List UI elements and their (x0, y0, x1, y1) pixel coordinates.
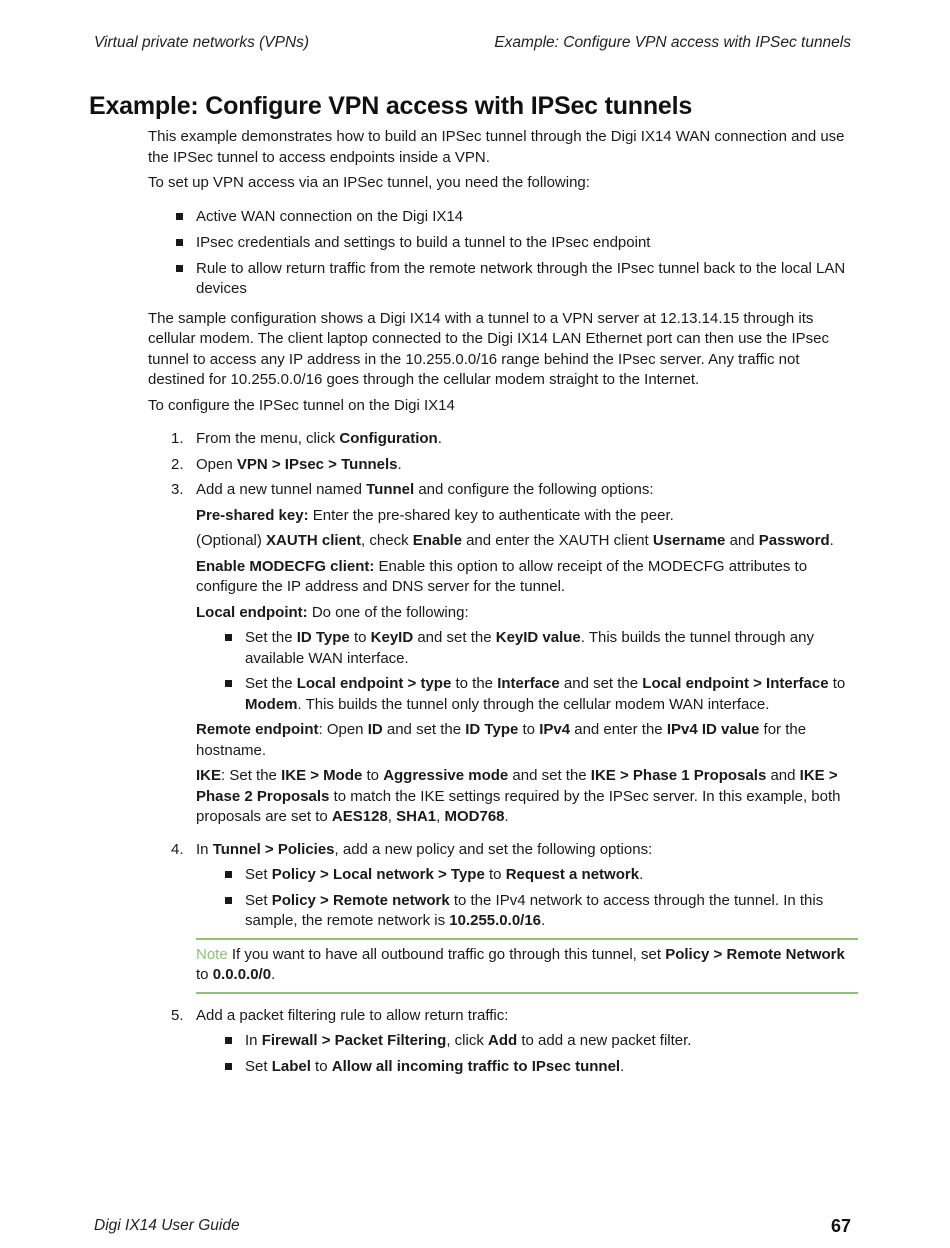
local-endpoint-option: Local endpoint: Do one of the following: (196, 603, 469, 621)
running-header (94, 34, 851, 56)
step-number: 3. (171, 481, 184, 498)
note-box: Note If you want to have all outbound traffic go through this tunnel, set Policy > Remote Network to 0.0.0.0/0. (196, 938, 858, 994)
local-endpoint-choices (196, 628, 858, 715)
ike-option: IKE: Set the IKE > Mode to Aggressive mode and set the IKE > Phase 1 Proposals and IKE > Phase 2 Proposals to match the IKE settings required by the IPSec server. In this example, both proposals are set to AES128, SHA1, MOD768. (196, 767, 841, 825)
step-text: From the menu, click Configuration. (196, 430, 442, 447)
filter-options (196, 1031, 858, 1077)
step-number: 4. (171, 840, 184, 858)
note-label: Note (196, 945, 228, 963)
step-5 (148, 1006, 858, 1078)
xauth-option: (Optional) XAUTH client, check Enable and enter the XAUTH client Username and Password. (196, 532, 834, 549)
pre-shared-key-option: Pre-shared key: Enter the pre-shared key to authenticate with the peer. (196, 506, 674, 524)
page-title: Example: Configure VPN access with IPSec tunnels (89, 92, 693, 120)
modecfg-option: Enable MODECFG client: Enable this option to allow receipt of the MODECFG attributes to configure the IP address and DNS server for the tunnel. (196, 557, 808, 595)
step-text: In Tunnel > Policies, add a new policy and set the following options: (196, 840, 653, 858)
list-item: IPsec credentials and settings to build a tunnel to the IPsec endpoint (148, 233, 858, 254)
list-item: Set Policy > Local network > Type to Request a network. (196, 865, 858, 886)
main-content (148, 127, 858, 1082)
policy-options (196, 865, 858, 932)
configure-intro: To configure the IPSec tunnel on the Digi IX14 (148, 396, 455, 414)
step-text: Add a new tunnel named Tunnel and configure the following options: (196, 481, 654, 498)
requirements-intro: To set up VPN access via an IPSec tunnel, you need the following: (148, 174, 590, 191)
steps-list (148, 429, 858, 1077)
step-number: 2. (171, 455, 184, 473)
page-number: 67 (830, 1216, 851, 1236)
footer-guide-title: Digi IX14 User Guide (94, 1217, 240, 1234)
header-topic-title: Example: Configure VPN access with IPSec tunnels (494, 34, 851, 51)
list-item: Set Label to Allow all incoming traffic to IPsec tunnel. (196, 1057, 858, 1078)
step-number: 1. (171, 430, 184, 447)
list-item: In Firewall > Packet Filtering, click Add to add a new packet filter. (196, 1031, 858, 1052)
sample-paragraph: The sample configuration shows a Digi IX14 with a tunnel to a VPN server at 12.13.14.15 through its cellular modem. The client laptop connected to the Digi IX14 LAN Ethernet port can then use the IPsec tunnel to access any IP address in the 10.255.0.0/16 range behind the IPsec server. Any traffic not destined for 10.255.0.0/16 goes through the cellular modem straight to the Internet. (148, 309, 829, 388)
step-3 (148, 480, 858, 828)
step-number: 5. (171, 1006, 184, 1024)
header-section-title: Virtual private networks (VPNs) (94, 34, 310, 51)
intro-paragraph: This example demonstrates how to build an IPSec tunnel through the Digi IX14 WAN connection and use the IPSec tunnel to access endpoints inside a VPN. (148, 128, 845, 166)
step-1 (148, 429, 858, 450)
list-item: Set the ID Type to KeyID and set the KeyID value. This builds the tunnel through any available WAN interface. (196, 628, 858, 669)
list-item: Set Policy > Remote network to the IPv4 network to access through the tunnel. In this sample, the remote network is 10.255.0.0/16. (196, 891, 858, 932)
step-text: Open VPN > IPsec > Tunnels. (196, 455, 402, 473)
step-4 (148, 840, 858, 994)
requirements-list (148, 207, 858, 300)
step-text: Add a packet filtering rule to allow return traffic: (196, 1006, 509, 1024)
remote-endpoint-option: Remote endpoint: Open ID and set the ID Type to IPv4 and enter the IPv4 ID value for the hostname. (196, 721, 807, 759)
list-item: Set the Local endpoint > type to the Interface and set the Local endpoint > Interface to Modem. This builds the tunnel only through the cellular modem WAN interface. (196, 674, 858, 715)
step-2 (148, 455, 858, 476)
list-item: Active WAN connection on the Digi IX14 (148, 207, 858, 228)
list-item: Rule to allow return traffic from the remote network through the IPsec tunnel back to the local LAN devices (148, 259, 858, 300)
